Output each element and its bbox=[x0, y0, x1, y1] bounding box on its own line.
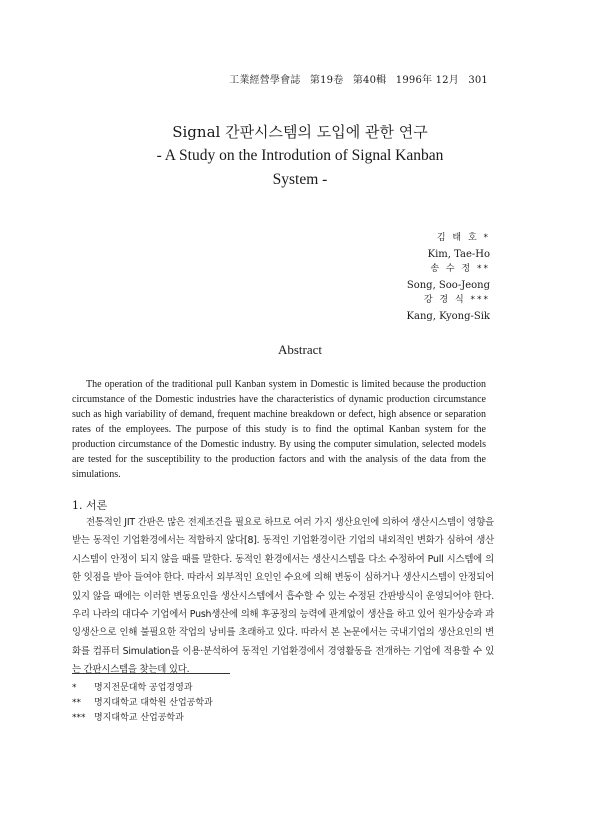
footnote-mark: ** bbox=[72, 698, 81, 708]
journal-date: 1996年 12月 bbox=[395, 75, 459, 86]
section-paragraph: 전통적인 JIT 간판은 많은 전제조건을 필요로 하므로 여러 가지 생산요인에 의하여 생산시스템이 영향을 받는 동적인 기업환경에서는 적합하지 않다[8]. 동적인 기업환경이란 기업의 내외적인 변화가 심하여 생산시스템이 안정이 되지 않을 때를 말한다. 동적인 환경에서는 생산시스템을 다소 수정하여 Pull 시스템에 의한 잇점을 받아 들여야 한다. 따라서 외부적인 요인인 수요에 의해 변동이 심하거나 생산시스템이 안정되어 있지 않을 때에는 이러한 변동요인을 생산시스템에서 흡수할 수 있는 수정된 간판방식이 운영되어야 한다. 우리 나라의 대다수 기업에서 Push생산에 의해 후공정의 능력에 관계없이 생산을 하고 있어 원가상승과 과잉생산으로 인해 불필요한 작업의 낭비를 초래하고 있다. 따라서 본 논문에서는 국내기업의 생산요인의 변화를 컴퓨터 Simulation을 이용·분석하여 동적인 기업환경에서 경영활동을 전개하는 기업에 적용할 수 있는 간판시스템을 찾는데 있다. bbox=[72, 517, 494, 676]
abstract-body bbox=[72, 377, 486, 482]
footnote-text: 명지대학교 대학원 산업공학과 bbox=[94, 698, 213, 708]
author-3-english: Kang, Kyong-Sik bbox=[406, 310, 490, 322]
author-1-english: Kim, Tae-Ho bbox=[427, 248, 490, 260]
title-english-line2: System - bbox=[272, 171, 328, 188]
abstract-heading: Abstract bbox=[277, 342, 323, 357]
abstract-text: The operation of the traditional pull Kanban system in Domestic is limited because the production circumstance of the Domestic industries have the characteristics of dynamic production circumstance such as high variability of demand, frequent machine breakdown or defect, high absence or separation rates of the employees. The purpose of this study is to find the optimal Kanban system for the production circumstance of the Domestic industry. By using the computer simulation, selected models are tested for the susceptibility to the production factors and with the analysis of the data from the simulations. bbox=[72, 379, 486, 480]
author-3-korean: 강 경 식 *** bbox=[423, 295, 490, 305]
author-2-english: Song, Soo-Jeong bbox=[406, 279, 490, 291]
paper-title bbox=[60, 120, 540, 192]
author-2-korean: 송 수 정 ** bbox=[430, 264, 490, 274]
running-header bbox=[223, 71, 488, 86]
footnote-text: 명지전문대학 공업경영과 bbox=[94, 683, 193, 693]
title-english-line1: - A Study on the Introdution of Signal Kanban bbox=[156, 147, 444, 164]
footnotes bbox=[72, 681, 213, 726]
footnote-text: 명지대학교 산업공학과 bbox=[94, 713, 184, 723]
footnote-mark: *** bbox=[72, 713, 86, 723]
journal-issue: 第40輯 bbox=[352, 75, 387, 86]
footnote bbox=[72, 681, 213, 696]
page-number: 301 bbox=[468, 75, 488, 86]
section-body bbox=[72, 514, 494, 680]
title-korean: Signal 간판시스템의 도입에 관한 연구 bbox=[172, 123, 428, 141]
footnote-divider bbox=[72, 673, 230, 674]
journal-name: 工業經營學會誌 bbox=[229, 75, 301, 86]
footnote bbox=[72, 696, 213, 711]
author-1-korean: 김 태 호 * bbox=[436, 233, 490, 243]
section-heading: 1. 서론 bbox=[72, 499, 108, 512]
footnote bbox=[72, 711, 213, 726]
footnote-mark: * bbox=[72, 683, 77, 693]
author-block bbox=[407, 231, 490, 324]
journal-volume: 第19卷 bbox=[309, 75, 344, 86]
